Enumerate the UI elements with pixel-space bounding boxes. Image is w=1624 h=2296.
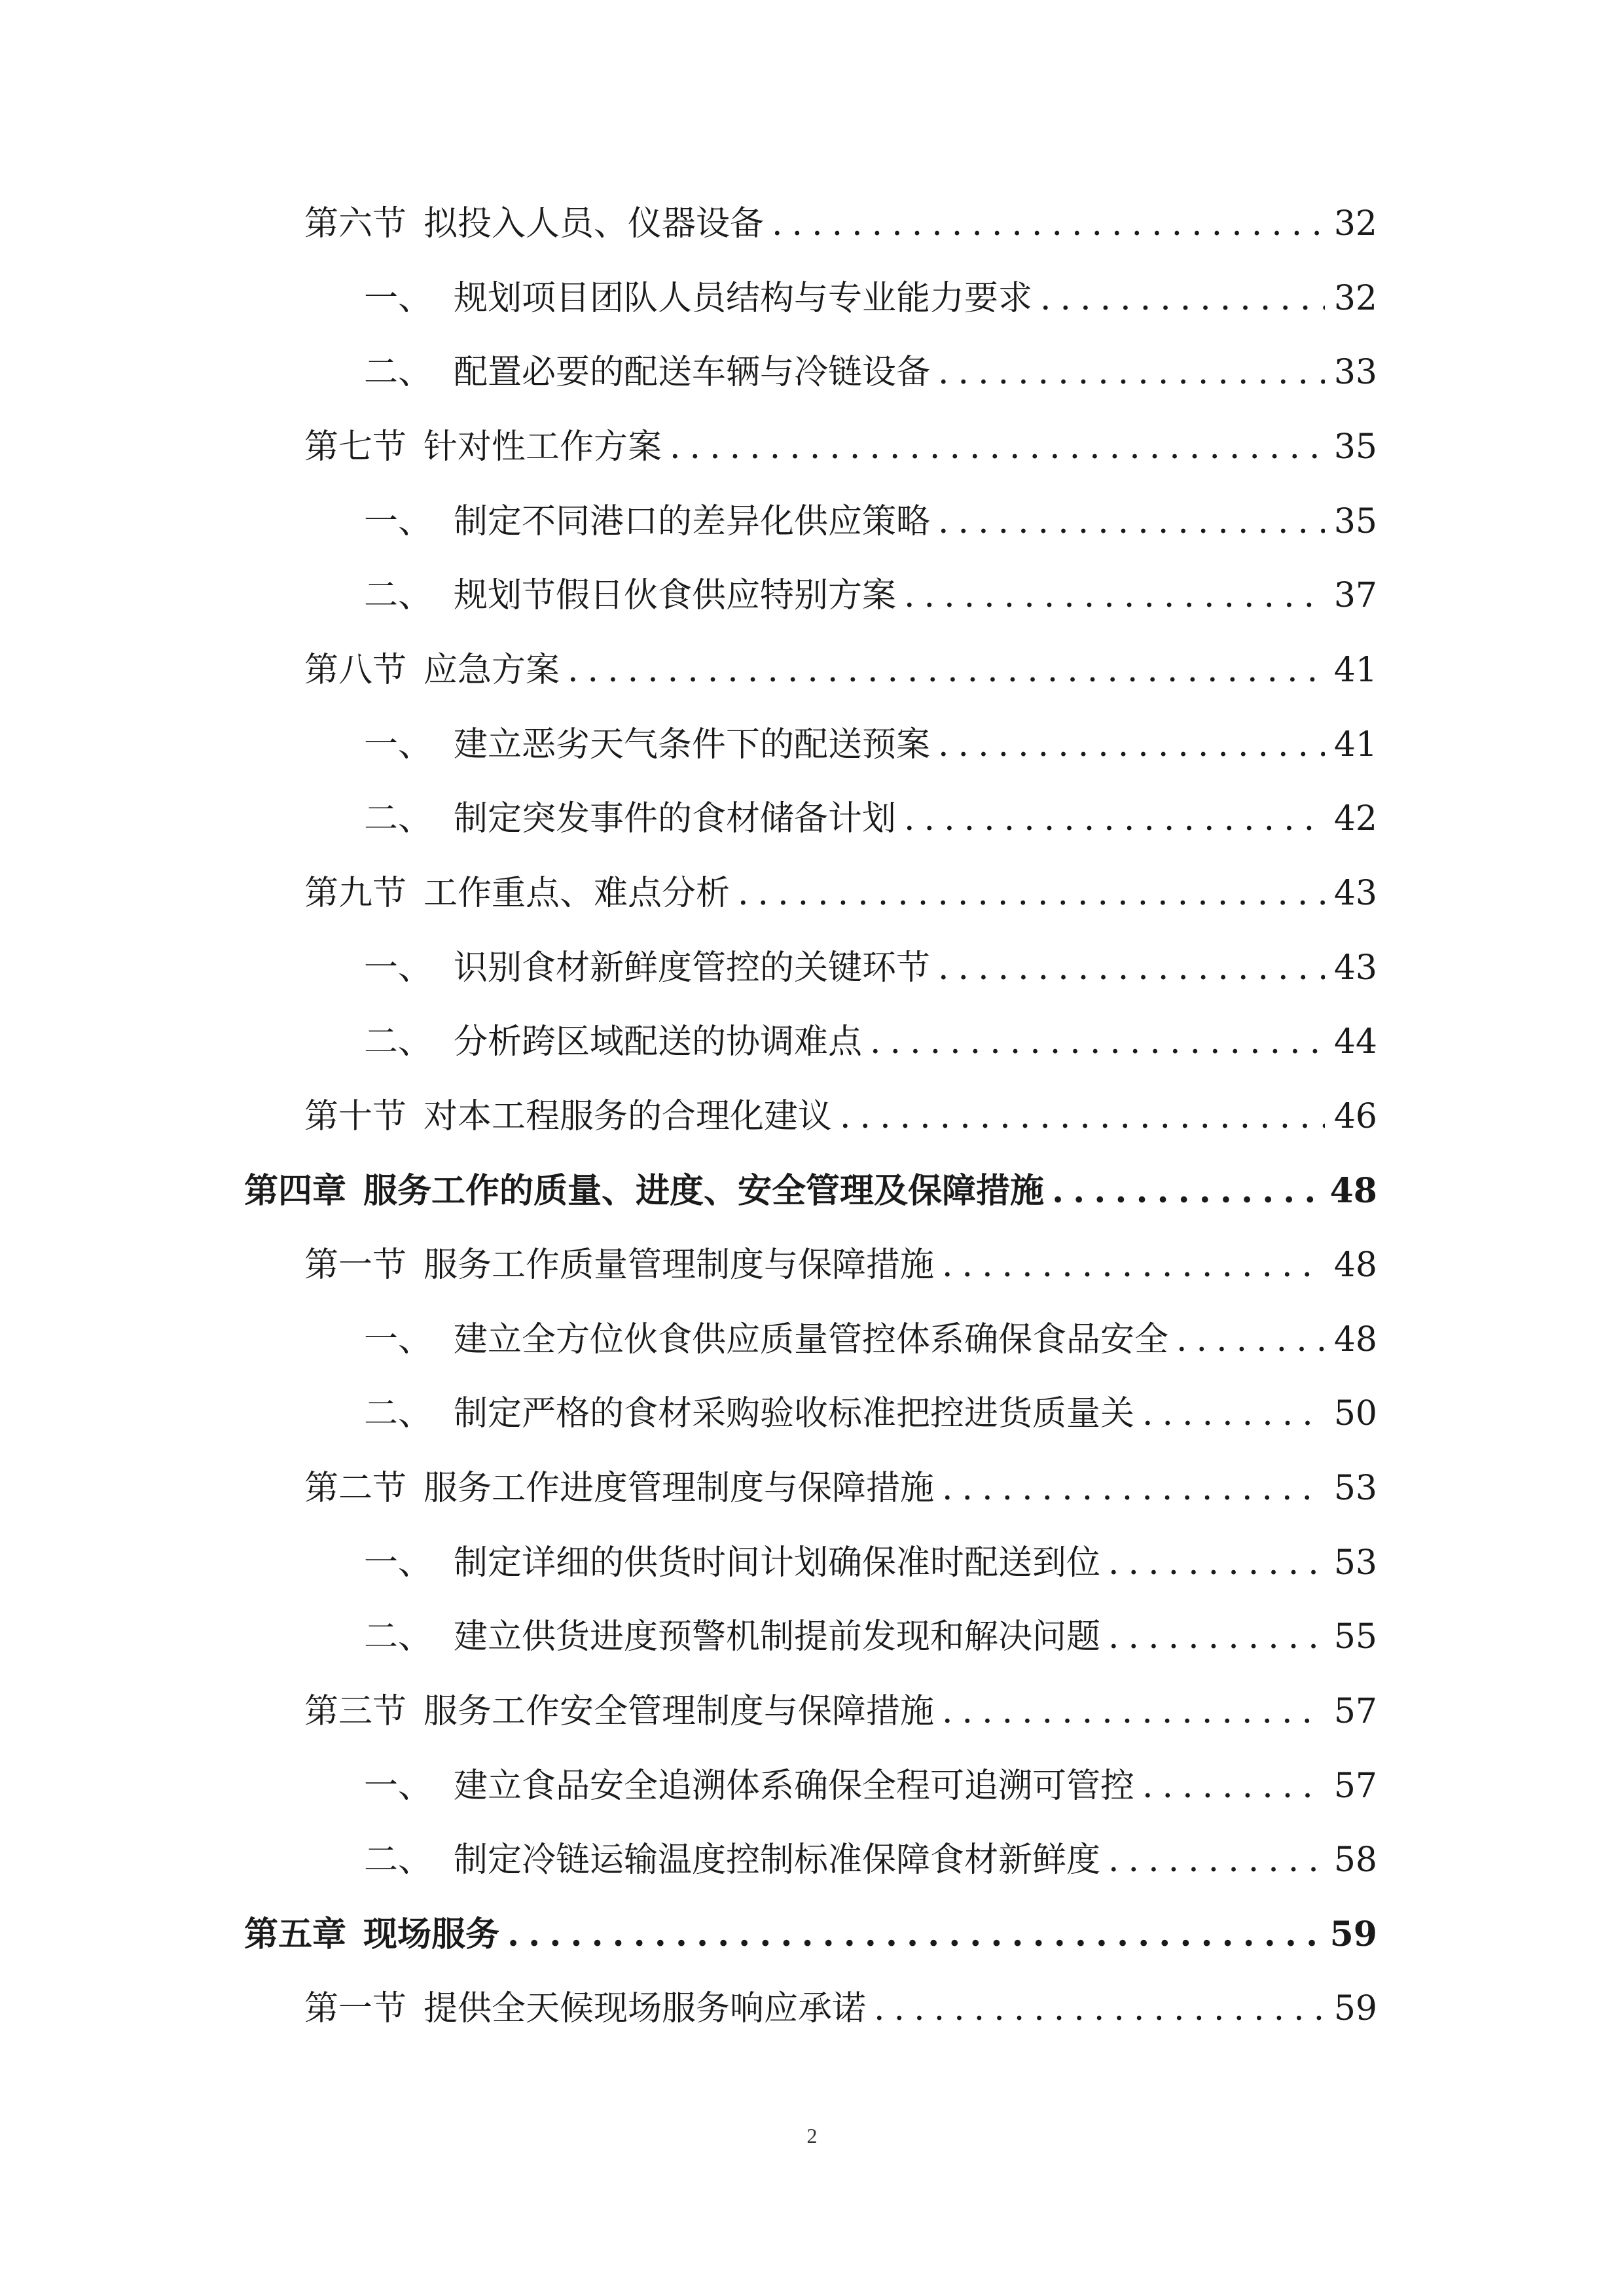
toc-entry-title: 对本工程服务的合理化建议 — [424, 1097, 833, 1136]
toc-entry-item[interactable] — [364, 569, 1377, 622]
toc-entry-page: 53 — [1333, 1543, 1377, 1583]
toc-entry-page: 32 — [1333, 204, 1377, 243]
dot-leader — [738, 867, 1325, 920]
toc-entry-section[interactable] — [304, 644, 1377, 696]
dot-leader — [874, 1982, 1325, 2035]
toc-entry-title: 建立供货进度预警机制提前发现和解决问题 — [454, 1617, 1101, 1657]
toc-entry-section[interactable] — [304, 1685, 1377, 1738]
toc-entry-title: 制定详细的供货时间计划确保准时配送到位 — [454, 1543, 1101, 1583]
toc-entry-number: 第八节 — [304, 651, 407, 690]
toc-entry-section[interactable] — [304, 1090, 1377, 1143]
toc-entry-page: 37 — [1333, 576, 1377, 615]
dot-leader — [904, 793, 1325, 845]
toc-entry-title: 规划项目团队人员结构与专业能力要求 — [454, 279, 1033, 318]
dot-leader — [568, 644, 1325, 696]
dot-leader — [870, 1016, 1325, 1068]
toc-entry-item[interactable] — [364, 1537, 1377, 1589]
dot-leader — [670, 421, 1325, 473]
page-number: 2 — [806, 2124, 818, 2147]
toc-entry-title: 拟投入人员、仪器设备 — [424, 204, 765, 243]
toc-entry-page: 43 — [1333, 948, 1377, 988]
toc-entry-page: 53 — [1333, 1469, 1377, 1508]
toc-entry-title: 规划节假日伙食供应特别方案 — [454, 576, 897, 615]
toc-entry-page: 32 — [1333, 279, 1377, 318]
toc-entry-number: 第一节 — [304, 1246, 407, 1285]
toc-entry-title: 服务工作的质量、进度、安全管理及保障措施 — [363, 1171, 1045, 1211]
toc-entry-item[interactable] — [364, 1388, 1377, 1440]
toc-entry-page: 44 — [1333, 1022, 1377, 1062]
toc-entry-number: 第十节 — [304, 1097, 407, 1136]
toc-entry-number: 二、 — [364, 1840, 433, 1880]
toc-entry-title: 针对性工作方案 — [424, 427, 662, 467]
toc-entry-number: 第五章 — [244, 1914, 347, 1954]
dot-leader — [1040, 272, 1325, 325]
toc-entry-item[interactable] — [364, 272, 1377, 325]
toc-entry-title: 制定突发事件的食材储备计划 — [454, 799, 897, 838]
toc-entry-number: 第七节 — [304, 427, 407, 467]
dot-leader — [1052, 1165, 1321, 1217]
toc-entry-page: 35 — [1333, 502, 1377, 541]
toc-entry-page: 55 — [1333, 1617, 1377, 1657]
toc-entry-title: 工作重点、难点分析 — [424, 874, 731, 913]
dot-leader — [1142, 1760, 1325, 1812]
toc-entry-number: 二、 — [364, 353, 433, 392]
toc-entry-page: 48 — [1333, 1246, 1377, 1285]
toc-entry-number: 二、 — [364, 1022, 433, 1062]
toc-entry-title: 服务工作质量管理制度与保障措施 — [424, 1246, 935, 1285]
toc-entry-section[interactable] — [304, 198, 1377, 250]
toc-entry-item[interactable] — [364, 1834, 1377, 1886]
toc-entry-page: 59 — [1329, 1914, 1377, 1954]
toc-entry-section[interactable] — [304, 1982, 1377, 2035]
dot-leader — [938, 719, 1325, 771]
toc-entry-title: 制定严格的食材采购验收标准把控进货质量关 — [454, 1394, 1135, 1433]
toc-entry-page: 57 — [1333, 1692, 1377, 1731]
toc-entry-title: 应急方案 — [424, 651, 560, 690]
toc-entry-item[interactable] — [364, 495, 1377, 548]
toc-entry-title: 提供全天候现场服务响应承诺 — [424, 1989, 867, 2028]
dot-leader — [942, 1685, 1325, 1738]
toc-entry-title: 分析跨区域配送的协调难点 — [454, 1022, 863, 1062]
toc-entry-page: 48 — [1333, 1320, 1377, 1359]
toc-entry-number: 一、 — [364, 1543, 433, 1583]
toc-entry-number: 一、 — [364, 1767, 433, 1806]
toc-entry-number: 一、 — [364, 725, 433, 764]
dot-leader — [1108, 1834, 1325, 1886]
toc-entry-number: 第九节 — [304, 874, 407, 913]
toc-entry-number: 二、 — [364, 1617, 433, 1657]
toc-entry-number: 第二节 — [304, 1469, 407, 1508]
toc-entry-number: 一、 — [364, 502, 433, 541]
dot-leader — [938, 346, 1325, 399]
dot-leader — [938, 942, 1325, 994]
toc-entry-number: 二、 — [364, 576, 433, 615]
toc-entry-item[interactable] — [364, 346, 1377, 399]
toc-entry-page: 42 — [1333, 799, 1377, 838]
toc-entry-number: 二、 — [364, 1394, 433, 1433]
toc-entry-item[interactable] — [364, 719, 1377, 771]
dot-leader — [772, 198, 1325, 250]
toc-entry-page: 57 — [1333, 1767, 1377, 1806]
toc-entry-number: 第三节 — [304, 1692, 407, 1731]
dot-leader — [904, 569, 1325, 622]
toc-entry-page: 41 — [1333, 651, 1377, 690]
toc-entry-title: 建立食品安全追溯体系确保全程可追溯可管控 — [454, 1767, 1135, 1806]
toc-entry-page: 33 — [1333, 353, 1377, 392]
toc-entry-page: 43 — [1333, 874, 1377, 913]
toc-entry-section[interactable] — [304, 1239, 1377, 1291]
toc-entry-number: 第六节 — [304, 204, 407, 243]
toc-entry-item[interactable] — [364, 1314, 1377, 1366]
dot-leader — [938, 495, 1325, 548]
toc-entry-title: 服务工作安全管理制度与保障措施 — [424, 1692, 935, 1731]
toc-entry-page: 48 — [1329, 1171, 1377, 1211]
dot-leader — [507, 1909, 1321, 1961]
toc-entry-number: 第四章 — [244, 1171, 347, 1211]
toc-entry-title: 制定冷链运输温度控制标准保障食材新鲜度 — [454, 1840, 1101, 1880]
toc-entry-page: 35 — [1333, 427, 1377, 467]
toc-entry-page: 41 — [1333, 725, 1377, 764]
toc-entry-title: 配置必要的配送车辆与冷链设备 — [454, 353, 931, 392]
dot-leader — [1142, 1388, 1325, 1440]
toc-entry-title: 建立全方位伙食供应质量管控体系确保食品安全 — [454, 1320, 1169, 1359]
toc-entry-number: 二、 — [364, 799, 433, 838]
dot-leader — [942, 1239, 1325, 1291]
dot-leader — [1108, 1537, 1325, 1589]
toc-entry-item[interactable] — [364, 1760, 1377, 1812]
toc-entry-title: 服务工作进度管理制度与保障措施 — [424, 1469, 935, 1508]
toc-entry-title: 现场服务 — [363, 1914, 500, 1954]
toc-entry-item[interactable] — [364, 942, 1377, 994]
toc-entry-page: 58 — [1333, 1840, 1377, 1880]
toc-entry-section[interactable] — [304, 1462, 1377, 1515]
toc-entry-page: 59 — [1333, 1989, 1377, 2028]
toc-entry-number: 第一节 — [304, 1989, 407, 2028]
toc-entry-section[interactable] — [304, 867, 1377, 920]
dot-leader — [1176, 1314, 1325, 1366]
toc-entry-page: 46 — [1333, 1097, 1377, 1136]
dot-leader — [840, 1090, 1325, 1143]
toc-entry-title: 建立恶劣天气条件下的配送预案 — [454, 725, 931, 764]
toc-entry-title: 制定不同港口的差异化供应策略 — [454, 502, 931, 541]
toc-entry-title: 识别食材新鲜度管控的关键环节 — [454, 948, 931, 988]
toc-entry-page: 50 — [1333, 1394, 1377, 1433]
dot-leader — [942, 1462, 1325, 1515]
toc-entry-item[interactable] — [364, 1611, 1377, 1663]
toc-entry-number: 一、 — [364, 279, 433, 318]
toc-entry-chapter[interactable] — [244, 1165, 1377, 1217]
toc-entry-item[interactable] — [364, 793, 1377, 845]
toc-entry-item[interactable] — [364, 1016, 1377, 1068]
dot-leader — [1108, 1611, 1325, 1663]
toc-entry-number: 一、 — [364, 948, 433, 988]
toc-entry-section[interactable] — [304, 421, 1377, 473]
toc-entry-chapter[interactable] — [244, 1909, 1377, 1961]
toc-entry-number: 一、 — [364, 1320, 433, 1359]
